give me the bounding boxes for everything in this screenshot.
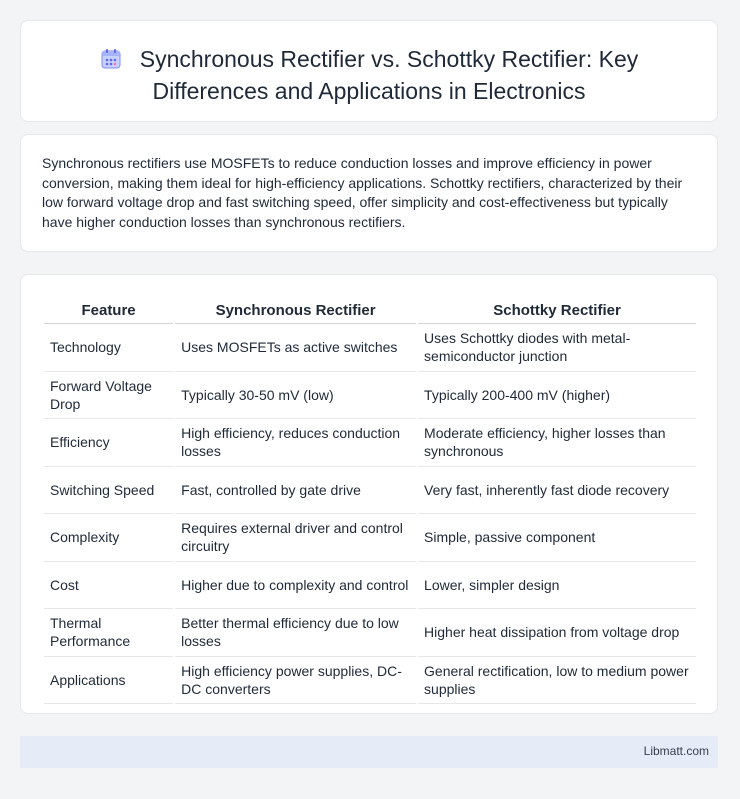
feature-cell: Switching Speed bbox=[44, 467, 173, 515]
table-header-row bbox=[44, 295, 696, 324]
feature-cell: Cost bbox=[44, 562, 173, 610]
synchronous-cell: Requires external driver and control circuitry bbox=[175, 514, 416, 562]
feature-cell: Forward Voltage Drop bbox=[44, 372, 173, 420]
header-feature: Feature bbox=[44, 295, 173, 324]
schottky-cell: Very fast, inherently fast diode recovery bbox=[418, 467, 696, 515]
comparison-table bbox=[42, 295, 698, 704]
table-row bbox=[44, 514, 696, 562]
comparison-card bbox=[20, 274, 718, 714]
synchronous-cell: High efficiency power supplies, DC-DC converters bbox=[175, 657, 416, 705]
schottky-cell: Uses Schottky diodes with metal-semiconductor junction bbox=[418, 324, 696, 372]
table-row bbox=[44, 562, 696, 610]
schottky-cell: Typically 200-400 mV (higher) bbox=[418, 372, 696, 420]
synchronous-cell: Higher due to complexity and control bbox=[175, 562, 416, 610]
table-row bbox=[44, 419, 696, 467]
header-schottky: Schottky Rectifier bbox=[418, 295, 696, 324]
schottky-cell: Simple, passive component bbox=[418, 514, 696, 562]
intro-card bbox=[20, 134, 718, 252]
feature-cell: Applications bbox=[44, 657, 173, 705]
feature-cell: Thermal Performance bbox=[44, 609, 173, 657]
table-row bbox=[44, 324, 696, 372]
synchronous-cell: Uses MOSFETs as active switches bbox=[175, 324, 416, 372]
schottky-cell: Lower, simpler design bbox=[418, 562, 696, 610]
page-title bbox=[21, 45, 717, 106]
synchronous-cell: Fast, controlled by gate drive bbox=[175, 467, 416, 515]
feature-cell: Complexity bbox=[44, 514, 173, 562]
footer-brand[interactable]: Libmatt.com bbox=[643, 744, 709, 758]
title-card bbox=[20, 20, 718, 122]
table-row bbox=[44, 467, 696, 515]
synchronous-cell: Better thermal efficiency due to low losses bbox=[175, 609, 416, 657]
intro-paragraph: Synchronous rectifiers use MOSFETs to reduce conduction losses and improve efficiency in power conversion, making them ideal for high-efficiency applications. Schottky rectifiers, characterized by their low forward voltage drop and fast switching speed, offer simplicity and cost-effectiveness but typically have higher conduction losses than synchronous rectifiers. bbox=[42, 155, 683, 230]
schottky-cell: Higher heat dissipation from voltage drop bbox=[418, 609, 696, 657]
header-synchronous: Synchronous Rectifier bbox=[175, 295, 416, 324]
footer bbox=[20, 736, 718, 768]
synchronous-cell: Typically 30-50 mV (low) bbox=[175, 372, 416, 420]
synchronous-cell: High efficiency, reduces conduction losses bbox=[175, 419, 416, 467]
feature-cell: Technology bbox=[44, 324, 173, 372]
table-row bbox=[44, 609, 696, 657]
calendar-icon bbox=[100, 48, 122, 77]
table-row bbox=[44, 372, 696, 420]
schottky-cell: General rectification, low to medium power supplies bbox=[418, 657, 696, 705]
title-line-2: Differences and Applications in Electronics bbox=[152, 78, 586, 104]
schottky-cell: Moderate efficiency, higher losses than synchronous bbox=[418, 419, 696, 467]
table-row bbox=[44, 657, 696, 705]
feature-cell: Efficiency bbox=[44, 419, 173, 467]
title-line-1: Synchronous Rectifier vs. Schottky Rectifier: Key bbox=[139, 46, 639, 72]
